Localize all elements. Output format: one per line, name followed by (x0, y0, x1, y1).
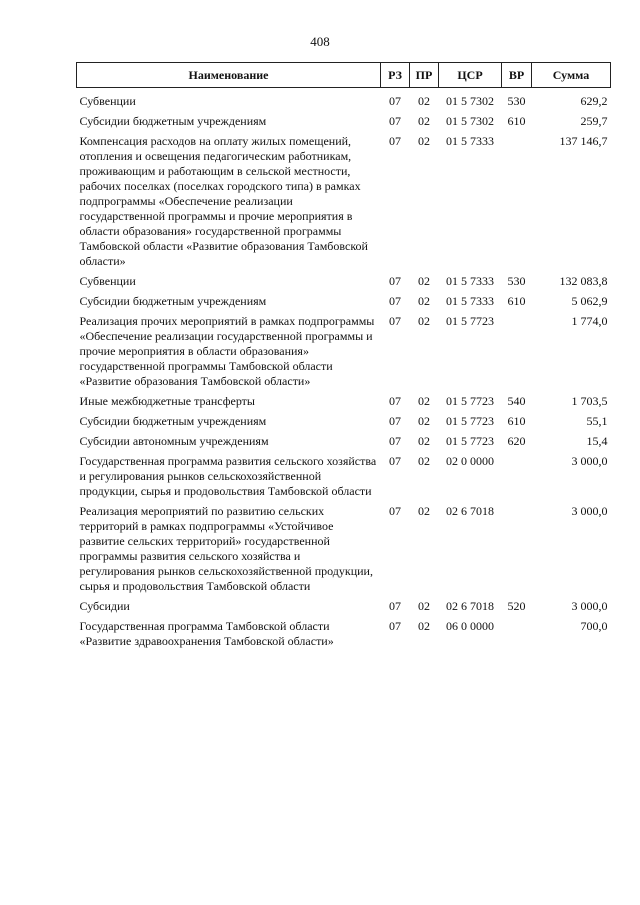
cell-rz: 07 (389, 599, 401, 613)
cell-pr: 02 (418, 414, 430, 428)
cell-csr: 01 5 7723 (446, 394, 494, 408)
cell-sum: 3 000,0 (571, 599, 608, 613)
cell-pr: 02 (418, 434, 430, 448)
cell-sum: 629,2 (580, 94, 608, 108)
cell-rz: 07 (389, 94, 401, 108)
cell-vr (502, 451, 532, 501)
cell-name: Субсидии (79, 599, 130, 613)
cell-vr (502, 131, 532, 271)
header-sum: Сумма (532, 63, 611, 88)
table-row (77, 501, 611, 596)
table-row (77, 451, 611, 501)
cell-name: Субсидии бюджетным учреждениям (79, 294, 267, 308)
cell-pr: 02 (418, 454, 430, 468)
cell-name: Иные межбюджетные трансферты (79, 394, 255, 408)
cell-vr (502, 616, 532, 651)
cell-sum: 132 083,8 (559, 274, 608, 288)
header-name: Наименование (77, 63, 381, 88)
cell-rz: 07 (389, 134, 401, 148)
cell-csr: 02 0 0000 (446, 454, 494, 468)
cell-pr: 02 (418, 294, 430, 308)
cell-vr: 530 (507, 274, 526, 288)
cell-rz: 07 (389, 314, 401, 328)
cell-name: Субсидии бюджетным учреждениям (79, 114, 267, 128)
cell-vr: 620 (507, 434, 526, 448)
cell-rz: 07 (389, 394, 401, 408)
cell-vr: 610 (507, 114, 526, 128)
table-row (77, 131, 611, 271)
cell-name: Субвенции (79, 274, 136, 288)
header-rz: РЗ (381, 63, 410, 88)
table-row (77, 411, 611, 431)
cell-name: Государственная программа Тамбовской области «Развитие здравоохранения Тамбовской области» (79, 619, 334, 648)
cell-pr: 02 (418, 114, 430, 128)
header-row (77, 63, 611, 88)
cell-name: Субвенции (79, 94, 136, 108)
header-vr: ВР (502, 63, 532, 88)
header-pr: ПР (410, 63, 439, 88)
cell-rz: 07 (389, 454, 401, 468)
cell-sum: 15,4 (586, 434, 608, 448)
cell-sum: 1 703,5 (571, 394, 608, 408)
cell-vr (502, 311, 532, 391)
cell-sum: 137 146,7 (559, 134, 608, 148)
cell-rz: 07 (389, 414, 401, 428)
cell-csr: 06 0 0000 (446, 619, 494, 633)
table-row (77, 291, 611, 311)
cell-pr: 02 (418, 599, 430, 613)
cell-sum: 700,0 (580, 619, 608, 633)
cell-pr: 02 (418, 504, 430, 518)
cell-csr: 01 5 7333 (446, 294, 494, 308)
budget-table (76, 62, 611, 651)
cell-csr: 02 6 7018 (446, 599, 494, 613)
cell-sum: 5 062,9 (571, 294, 608, 308)
table-body (77, 88, 611, 652)
cell-rz: 07 (389, 294, 401, 308)
cell-pr: 02 (418, 619, 430, 633)
cell-sum: 3 000,0 (571, 454, 608, 468)
cell-pr: 02 (418, 314, 430, 328)
cell-rz: 07 (389, 619, 401, 633)
cell-sum: 259,7 (580, 114, 608, 128)
cell-name: Субсидии бюджетным учреждениям (79, 414, 267, 428)
table-row (77, 616, 611, 651)
cell-sum: 1 774,0 (571, 314, 608, 328)
table-row (77, 311, 611, 391)
cell-pr: 02 (418, 274, 430, 288)
cell-name: Реализация мероприятий по развитию сельских территорий в рамках подпрограммы «Устойчивое развитие сельских территорий» государственной программы развития сельского хозяйства и регулирования рынков сельскохозяйственной продукции, сырья и продовольствия Тамбовской области (79, 504, 373, 593)
cell-pr: 02 (418, 394, 430, 408)
cell-vr (502, 501, 532, 596)
cell-rz: 07 (389, 504, 401, 518)
cell-vr: 540 (507, 394, 526, 408)
cell-vr: 530 (507, 94, 526, 108)
table-header (77, 63, 611, 88)
cell-csr: 01 5 7333 (446, 274, 494, 288)
cell-csr: 01 5 7723 (446, 314, 494, 328)
cell-name: Государственная программа развития сельского хозяйства и регулирования рынков сельскохозяйственной продукции, сырья и продовольствия Тамбовской области (79, 454, 377, 498)
header-csr: ЦСР (439, 63, 502, 88)
page-number: 408 (310, 34, 330, 49)
cell-vr: 610 (507, 294, 526, 308)
cell-csr: 01 5 7333 (446, 134, 494, 148)
cell-name: Реализация прочих мероприятий в рамках подпрограммы «Обеспечение реализации государственной программы и прочие мероприятия в области образования» государственной программы Тамбовской области «Развитие образования Тамбовской области» (79, 314, 375, 388)
cell-csr: 02 6 7018 (446, 504, 494, 518)
table-row (77, 431, 611, 451)
cell-vr: 520 (507, 599, 526, 613)
table-row (77, 596, 611, 616)
cell-csr: 01 5 7302 (446, 94, 494, 108)
cell-sum: 55,1 (586, 414, 608, 428)
cell-csr: 01 5 7723 (446, 414, 494, 428)
cell-rz: 07 (389, 114, 401, 128)
cell-vr: 610 (507, 414, 526, 428)
cell-name: Субсидии автономным учреждениям (79, 434, 269, 448)
cell-csr: 01 5 7723 (446, 434, 494, 448)
cell-rz: 07 (389, 434, 401, 448)
cell-sum: 3 000,0 (571, 504, 608, 518)
cell-pr: 02 (418, 94, 430, 108)
table-row (77, 271, 611, 291)
cell-csr: 01 5 7302 (446, 114, 494, 128)
cell-pr: 02 (418, 134, 430, 148)
cell-name: Компенсация расходов на оплату жилых помещений, отопления и освещения педагогическим работникам, проживающим и работающим в сельской местности, рабочих поселках (поселках городского типа) в рамках подпрограммы «Обеспечение реализации государственной программы и прочие мероприятия в области образования» государственной программы Тамбовской области «Развитие образования Тамбовской области» (79, 134, 368, 268)
cell-rz: 07 (389, 274, 401, 288)
table-row (77, 391, 611, 411)
table-row (77, 88, 611, 112)
table-row (77, 111, 611, 131)
